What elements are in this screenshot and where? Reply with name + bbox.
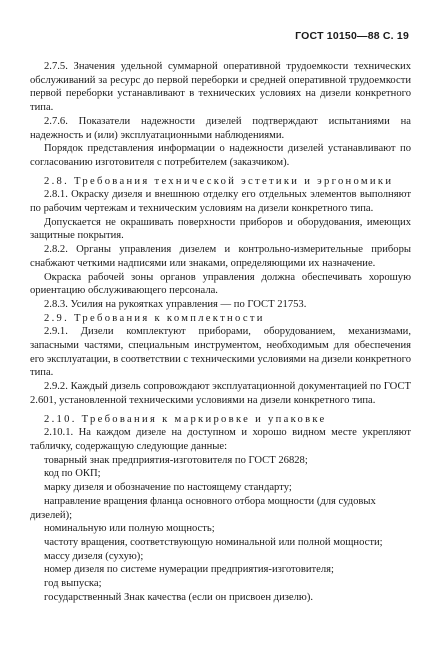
paragraph: Порядок представления информации о надежности дизелей устанавливают по согласованию изготовителя с потребителем (заказчиком). [30, 143, 411, 168]
paragraph: 2.8.2. Органы управления дизелем и контрольно-измерительные приборы снабжают четкими надписями или знаками, определяющими их назначение. [30, 244, 411, 269]
list-item: частоту вращения, соответствующую номинальной или полной мощности; [44, 536, 383, 548]
plate-data-list [30, 454, 411, 605]
paragraph: 2.7.6. Показатели надежности дизелей подтверждают испытаниями на надежность и (или) эксплуатационными наблюдениями. [30, 115, 411, 141]
section-heading: 2.10. Требования к маркировке и упаковке [44, 413, 327, 425]
paragraph: 2.7.5. Значения удельной суммарной оперативной трудоемкости технических обслуживаний за ресурс до первой переборки и средней оперативной трудоемкости первой переборки устанавливают в технических условиях на дизели конкретного типа. [30, 61, 411, 114]
list-item: номинальную или полную мощность; [44, 523, 215, 535]
paragraph: 2.8.3. Усилия на рукоятках управления — по ГОСТ 21753. [44, 298, 307, 310]
section-heading: 2.9. Требования к комплектности [44, 312, 265, 324]
list-item: направление вращения фланца основного отбора мощности (для судовых дизелей); [30, 495, 376, 521]
list-item: товарный знак предприятия-изготовителя по ГОСТ 26828; [44, 454, 308, 466]
list-item: год выпуска; [44, 578, 102, 590]
page-header: ГОСТ 10150—88 С. 19 [295, 30, 409, 42]
list-item: марку дизеля и обозначение по настоящему стандарту; [44, 482, 292, 494]
list-item: номер дизеля по системе нумерации предприятия-изготовителя; [44, 564, 334, 576]
paragraph: 2.9.2. Каждый дизель сопровождают эксплуатационной документацией по ГОСТ 2.601, установленной техническими условиями на дизели конкретного типа. [30, 381, 411, 406]
paragraph: Окраска рабочей зоны органов управления должна обеспечивать хорошую ориентацию обслуживающего персонала. [30, 271, 411, 297]
list-item: государственный Знак качества (если он присвоен дизелю). [44, 591, 313, 603]
paragraph-list [30, 60, 411, 454]
section-heading: 2.8. Требования технической эстетики и эргономики [44, 175, 394, 187]
paragraph: 2.10.1. На каждом дизеле на доступном и хорошо видном месте укрепляют табличку, содержащую следующие данные: [30, 427, 411, 452]
list-item: массу дизеля (сухую); [44, 550, 144, 562]
paragraph: 2.9.1. Дизели комплектуют приборами, оборудованием, механизмами, запасными частями, специальным инструментом, необходимым для обеспечения его эксплуатации, в соответствии с техническими условиями на дизели конкретного типа. [30, 326, 411, 379]
list-item: код по ОКП; [44, 468, 101, 480]
document-body [30, 60, 411, 604]
paragraph: Допускается не окрашивать поверхности приборов и оборудования, имеющих защитные покрытия. [30, 216, 411, 242]
paragraph: 2.8.1. Окраску дизеля и внешнюю отделку его отдельных элементов выполняют по рабочим чертежам и техническим условиям на дизели конкретного типа. [30, 189, 411, 215]
